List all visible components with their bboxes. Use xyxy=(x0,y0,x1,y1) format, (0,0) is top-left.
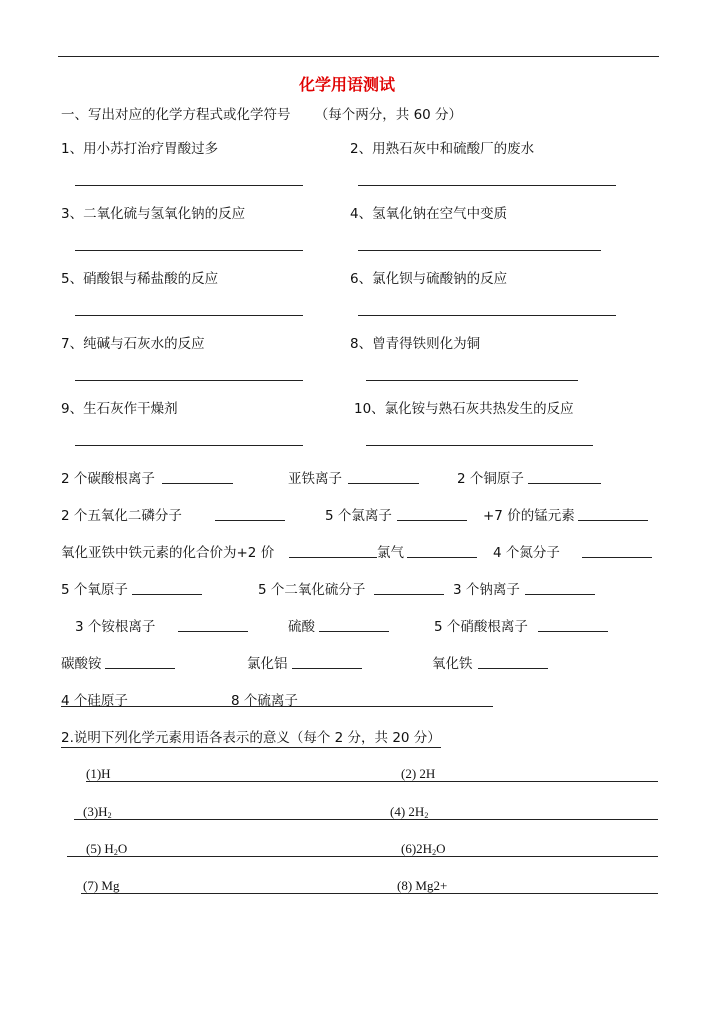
meaning-num: (3) xyxy=(83,804,99,819)
symbol-prompt: 3 个钠离子 xyxy=(453,582,520,598)
meaning-formula: 2H xyxy=(408,804,425,819)
symbol-prompt: 5 个氯离子 xyxy=(325,508,392,524)
section2-heading: 2.说明下列化学元素用语各表示的意义（每个 2 分，共 20 分） xyxy=(61,726,441,748)
meaning-num: (5) xyxy=(86,841,102,856)
meaning-subscript: 2 xyxy=(424,811,429,820)
meaning-formula: Mg2+ xyxy=(415,878,448,893)
symbol-prompt: 5 个二氧化硫分子 xyxy=(258,582,366,598)
symbol-blank[interactable] xyxy=(374,594,444,595)
symbol-blank[interactable] xyxy=(178,631,248,632)
answer-line[interactable] xyxy=(75,445,303,446)
meaning-formula: H xyxy=(104,841,114,856)
question-item: 10、氯化铵与熟石灰共热发生的反应 xyxy=(354,401,574,417)
section1-heading-text: 一、写出对应的化学方程式或化学符号 xyxy=(61,107,291,123)
symbol-prompt: 氯气 xyxy=(377,545,404,561)
symbol-blank[interactable] xyxy=(215,520,285,521)
symbol-blank[interactable] xyxy=(397,520,467,521)
answer-line[interactable] xyxy=(75,315,303,316)
symbol-prompt: 4 个氮分子 xyxy=(493,545,560,561)
meaning-num: (6) xyxy=(401,841,417,856)
symbol-prompt: 5 个硝酸根离子 xyxy=(434,619,528,635)
question-item: 1、用小苏打治疗胃酸过多 xyxy=(61,141,219,157)
symbol-prompt: 氯化铝 xyxy=(247,656,288,672)
symbol-blank[interactable] xyxy=(525,594,595,595)
meaning-num: (7) xyxy=(83,878,99,893)
question-item: 7、纯碱与石灰水的反应 xyxy=(61,336,205,352)
symbol-prompt: +7 价的锰元素 xyxy=(483,508,575,524)
symbol-prompt: 2 个碳酸根离子 xyxy=(61,471,155,487)
meaning-formula: H xyxy=(101,766,111,781)
symbol-blank[interactable] xyxy=(289,557,377,558)
symbol-blank[interactable] xyxy=(538,631,608,632)
answer-line[interactable] xyxy=(358,315,616,316)
meaning-subscript: 2 xyxy=(113,848,118,857)
symbol-prompt: 8 个硫离子 xyxy=(231,693,298,709)
meaning-subscript: 2 xyxy=(107,811,112,820)
answer-line[interactable] xyxy=(75,380,303,381)
symbol-blank[interactable] xyxy=(407,557,477,558)
question-item: 8、曾青得铁则化为铜 xyxy=(350,336,481,352)
symbol-blank[interactable] xyxy=(319,631,389,632)
symbol-blank[interactable] xyxy=(132,594,202,595)
meaning-line[interactable] xyxy=(86,781,658,782)
symbol-prompt: 硫酸 xyxy=(288,619,315,635)
symbol-prompt: 氧化亚铁中铁元素的化合价为+2 价 xyxy=(61,545,275,561)
header-rule xyxy=(58,56,659,57)
section1-score-note: （每个两分，共 60 分） xyxy=(314,107,463,123)
meaning-item xyxy=(83,804,112,820)
symbol-prompt: 3 个铵根离子 xyxy=(75,619,156,635)
symbol-blank[interactable] xyxy=(578,520,648,521)
meaning-num: (4) xyxy=(390,804,406,819)
meaning-num: (8) xyxy=(397,878,413,893)
meaning-item xyxy=(397,878,447,894)
symbol-blank[interactable] xyxy=(528,483,601,484)
question-item: 5、硝酸银与稀盐酸的反应 xyxy=(61,271,219,287)
meaning-num: (1) xyxy=(86,766,102,781)
symbol-prompt: 碳酸铵 xyxy=(61,656,102,672)
meaning-formula: H xyxy=(98,804,108,819)
answer-line[interactable] xyxy=(366,445,593,446)
symbol-prompt: 5 个氧原子 xyxy=(61,582,128,598)
meaning-line[interactable] xyxy=(67,856,658,857)
meaning-item xyxy=(83,878,119,894)
question-item: 4、氢氧化钠在空气中变质 xyxy=(350,206,508,222)
answer-line[interactable] xyxy=(358,250,601,251)
answer-line[interactable] xyxy=(75,185,303,186)
page-title: 化学用语测试 xyxy=(299,75,396,94)
symbol-prompt: 氧化铁 xyxy=(432,656,473,672)
meaning-item xyxy=(401,841,445,857)
answer-line[interactable] xyxy=(75,250,303,251)
symbol-blank[interactable] xyxy=(478,668,548,669)
symbol-prompt: 亚铁离子 xyxy=(288,471,342,487)
symbol-prompt: 2 个铜原子 xyxy=(457,471,524,487)
question-item: 9、生石灰作干燥剂 xyxy=(61,401,178,417)
symbol-blank[interactable] xyxy=(162,483,233,484)
question-item: 2、用熟石灰中和硫酸厂的废水 xyxy=(350,141,535,157)
meaning-formula: 2H xyxy=(419,766,436,781)
symbol-blank[interactable] xyxy=(105,668,175,669)
meaning-num: (2) xyxy=(401,766,417,781)
question-item: 3、二氧化硫与氢氧化钠的反应 xyxy=(61,206,246,222)
symbol-blank[interactable] xyxy=(292,668,362,669)
question-item: 6、氯化钡与硫酸钠的反应 xyxy=(350,271,508,287)
answer-line[interactable] xyxy=(358,185,616,186)
meaning-line[interactable] xyxy=(81,893,658,894)
symbol-blank[interactable] xyxy=(582,557,652,558)
symbol-prompt: 4 个硅原子 xyxy=(61,693,128,709)
meaning-formula-tail: O xyxy=(436,841,446,856)
section1-heading xyxy=(61,103,462,123)
meaning-formula-tail: O xyxy=(117,841,128,856)
meaning-item xyxy=(401,766,435,782)
symbol-blank[interactable] xyxy=(348,483,419,484)
meaning-subscript: 2 xyxy=(432,848,437,857)
meaning-item xyxy=(86,841,127,857)
symbol-blank[interactable] xyxy=(61,706,493,707)
meaning-item xyxy=(390,804,428,820)
meaning-formula: 2H xyxy=(416,841,433,856)
symbol-prompt: 2 个五氧化二磷分子 xyxy=(61,508,182,524)
meaning-line[interactable] xyxy=(74,819,658,820)
answer-line[interactable] xyxy=(366,380,578,381)
meaning-item xyxy=(86,766,111,782)
meaning-formula: Mg xyxy=(101,878,120,893)
